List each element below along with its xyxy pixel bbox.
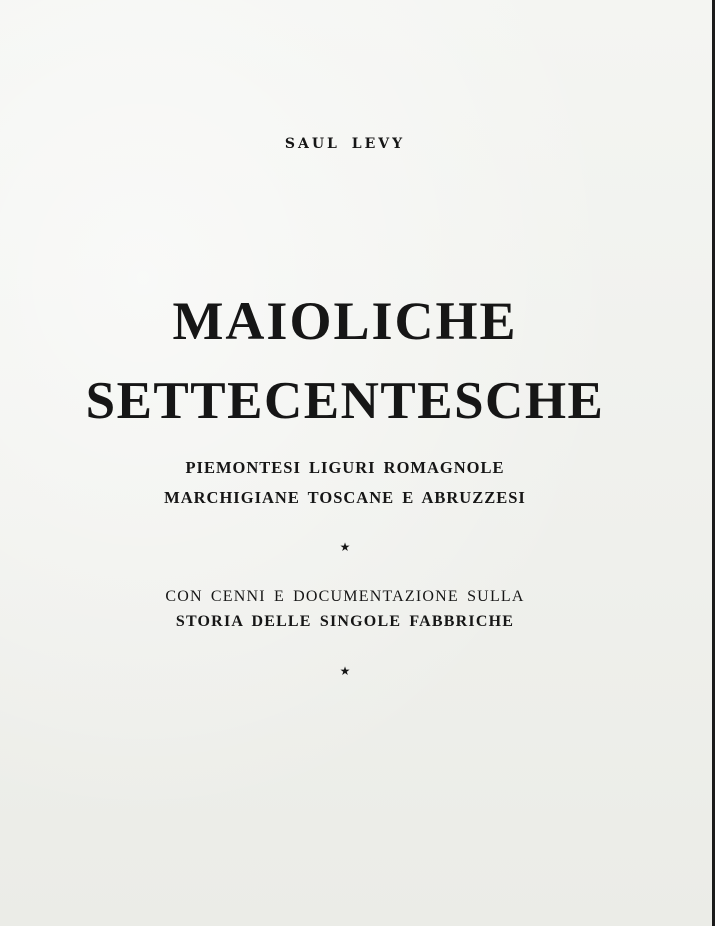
subtitle-line-1: PIEMONTESI LIGURI ROMAGNOLE: [185, 458, 505, 477]
title-line-1: MAIOLICHE: [172, 291, 518, 351]
star-separator-icon: ★: [339, 540, 351, 554]
note-line-2: STORIA DELLE SINGOLE FABBRICHE: [175, 613, 515, 630]
star-separator-icon-2: ★: [339, 664, 351, 678]
title-line-2: SETTECENTESCHE: [85, 372, 605, 430]
subtitle-line-2: MARCHIGIANE TOSCANE E ABRUZZESI: [164, 488, 526, 507]
author-name: SAUL LEVY: [284, 136, 406, 152]
note-line-1: CON CENNI E DOCUMENTAZIONE SULLA: [165, 588, 525, 605]
